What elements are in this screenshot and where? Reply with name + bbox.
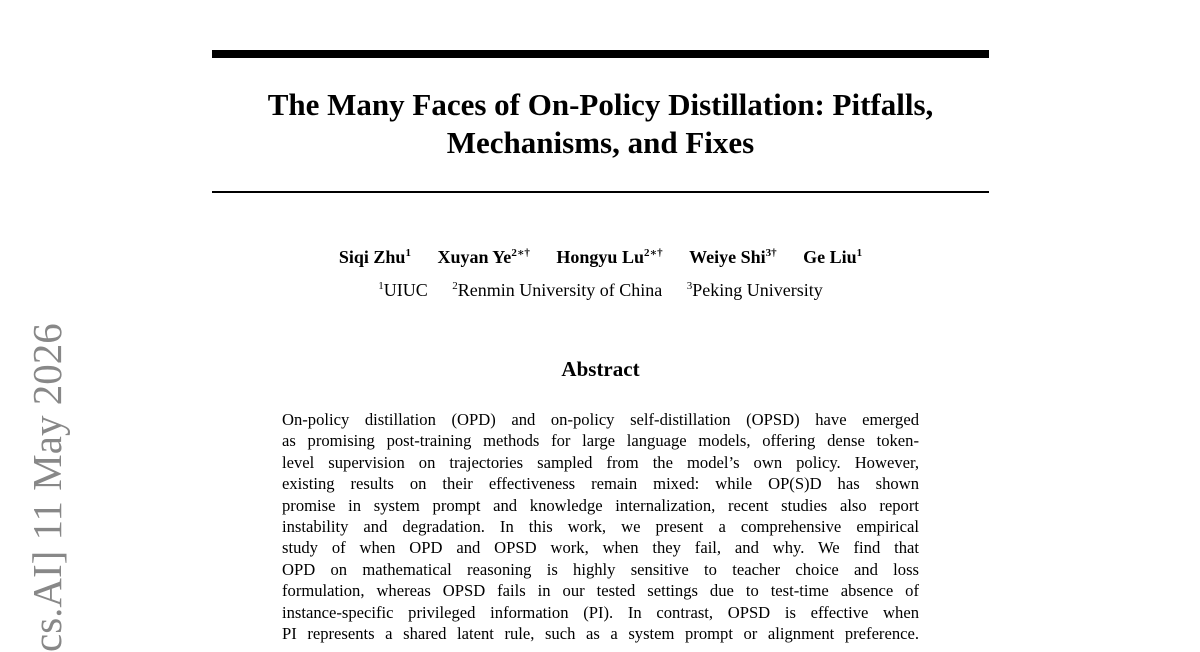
abstract-line: existing results on their effectiveness remain mixed: while OP(S)D has shown [282, 474, 919, 494]
affiliation-mark: 1 [378, 280, 384, 292]
abstract-line: instance-specific privileged information (PI). In contrast, OPSD is effective when [282, 602, 919, 622]
abstract-line: PI represents a shared latent rule, such as a system prompt or alignment preference. [282, 624, 919, 644]
author-list [212, 244, 989, 270]
author [556, 247, 662, 267]
author-affiliation-mark: 2∗† [511, 247, 530, 259]
abstract-line: promise in system prompt and knowledge internalization, recent studies also report [282, 495, 919, 515]
title-bottom-rule [212, 191, 989, 193]
title-top-rule [212, 50, 989, 58]
author-name: Xuyan Ye [437, 247, 512, 267]
affiliation [687, 280, 823, 300]
author [689, 247, 777, 267]
paper-title [212, 86, 989, 162]
author-affiliation-mark: 1 [856, 247, 863, 259]
author-affiliation-mark: 2∗† [643, 247, 663, 259]
affiliation-name: UIUC [383, 280, 428, 300]
abstract-line: formulation, whereas OPSD fails in our tested settings due to test-time absence of [282, 581, 919, 601]
author-affiliation-mark: 1 [405, 247, 411, 259]
author [339, 247, 411, 267]
abstract-line: study of when OPD and OPSD work, when they fail, and why. We find that [282, 538, 919, 558]
abstract-line: level supervision on trajectories sampled from the model’s own policy. However, [282, 452, 919, 472]
author-name: Siqi Zhu [338, 247, 406, 267]
affiliation-name: Peking University [692, 280, 823, 300]
author [803, 247, 862, 267]
arxiv-side-stamp: cs.AI] 11 May 2026 [24, 323, 70, 652]
author-affiliation-mark: 3† [765, 247, 777, 259]
affiliation-mark: 3 [686, 280, 693, 292]
author-name: Ge Liu [803, 247, 857, 267]
author-name: Hongyu Lu [556, 247, 644, 267]
abstract-body [282, 409, 919, 644]
affiliation-name: Renmin University of China [457, 280, 663, 300]
abstract-line: as promising post-training methods for large language models, offering dense token- [282, 431, 919, 451]
author [437, 247, 529, 267]
affiliation-list [212, 277, 989, 303]
affiliation [452, 280, 662, 300]
abstract-heading: Abstract [561, 357, 640, 381]
affiliation-mark: 2 [452, 280, 458, 292]
abstract-line: On-policy distillation (OPD) and on-policy self-distillation (OPSD) have emerged [282, 410, 919, 429]
abstract-line: OPD on mathematical reasoning is highly sensitive to teacher choice and loss [282, 559, 919, 579]
affiliation [378, 280, 428, 300]
author-name: Weiye Shi [689, 247, 766, 267]
paper-title-line-1: The Many Faces of On-Policy Distillation: Pitfalls, [267, 87, 934, 122]
abstract-line: instability and degradation. In this work, we present a comprehensive empirical [282, 517, 919, 537]
paper-title-line-2: Mechanisms, and Fixes [446, 125, 755, 160]
